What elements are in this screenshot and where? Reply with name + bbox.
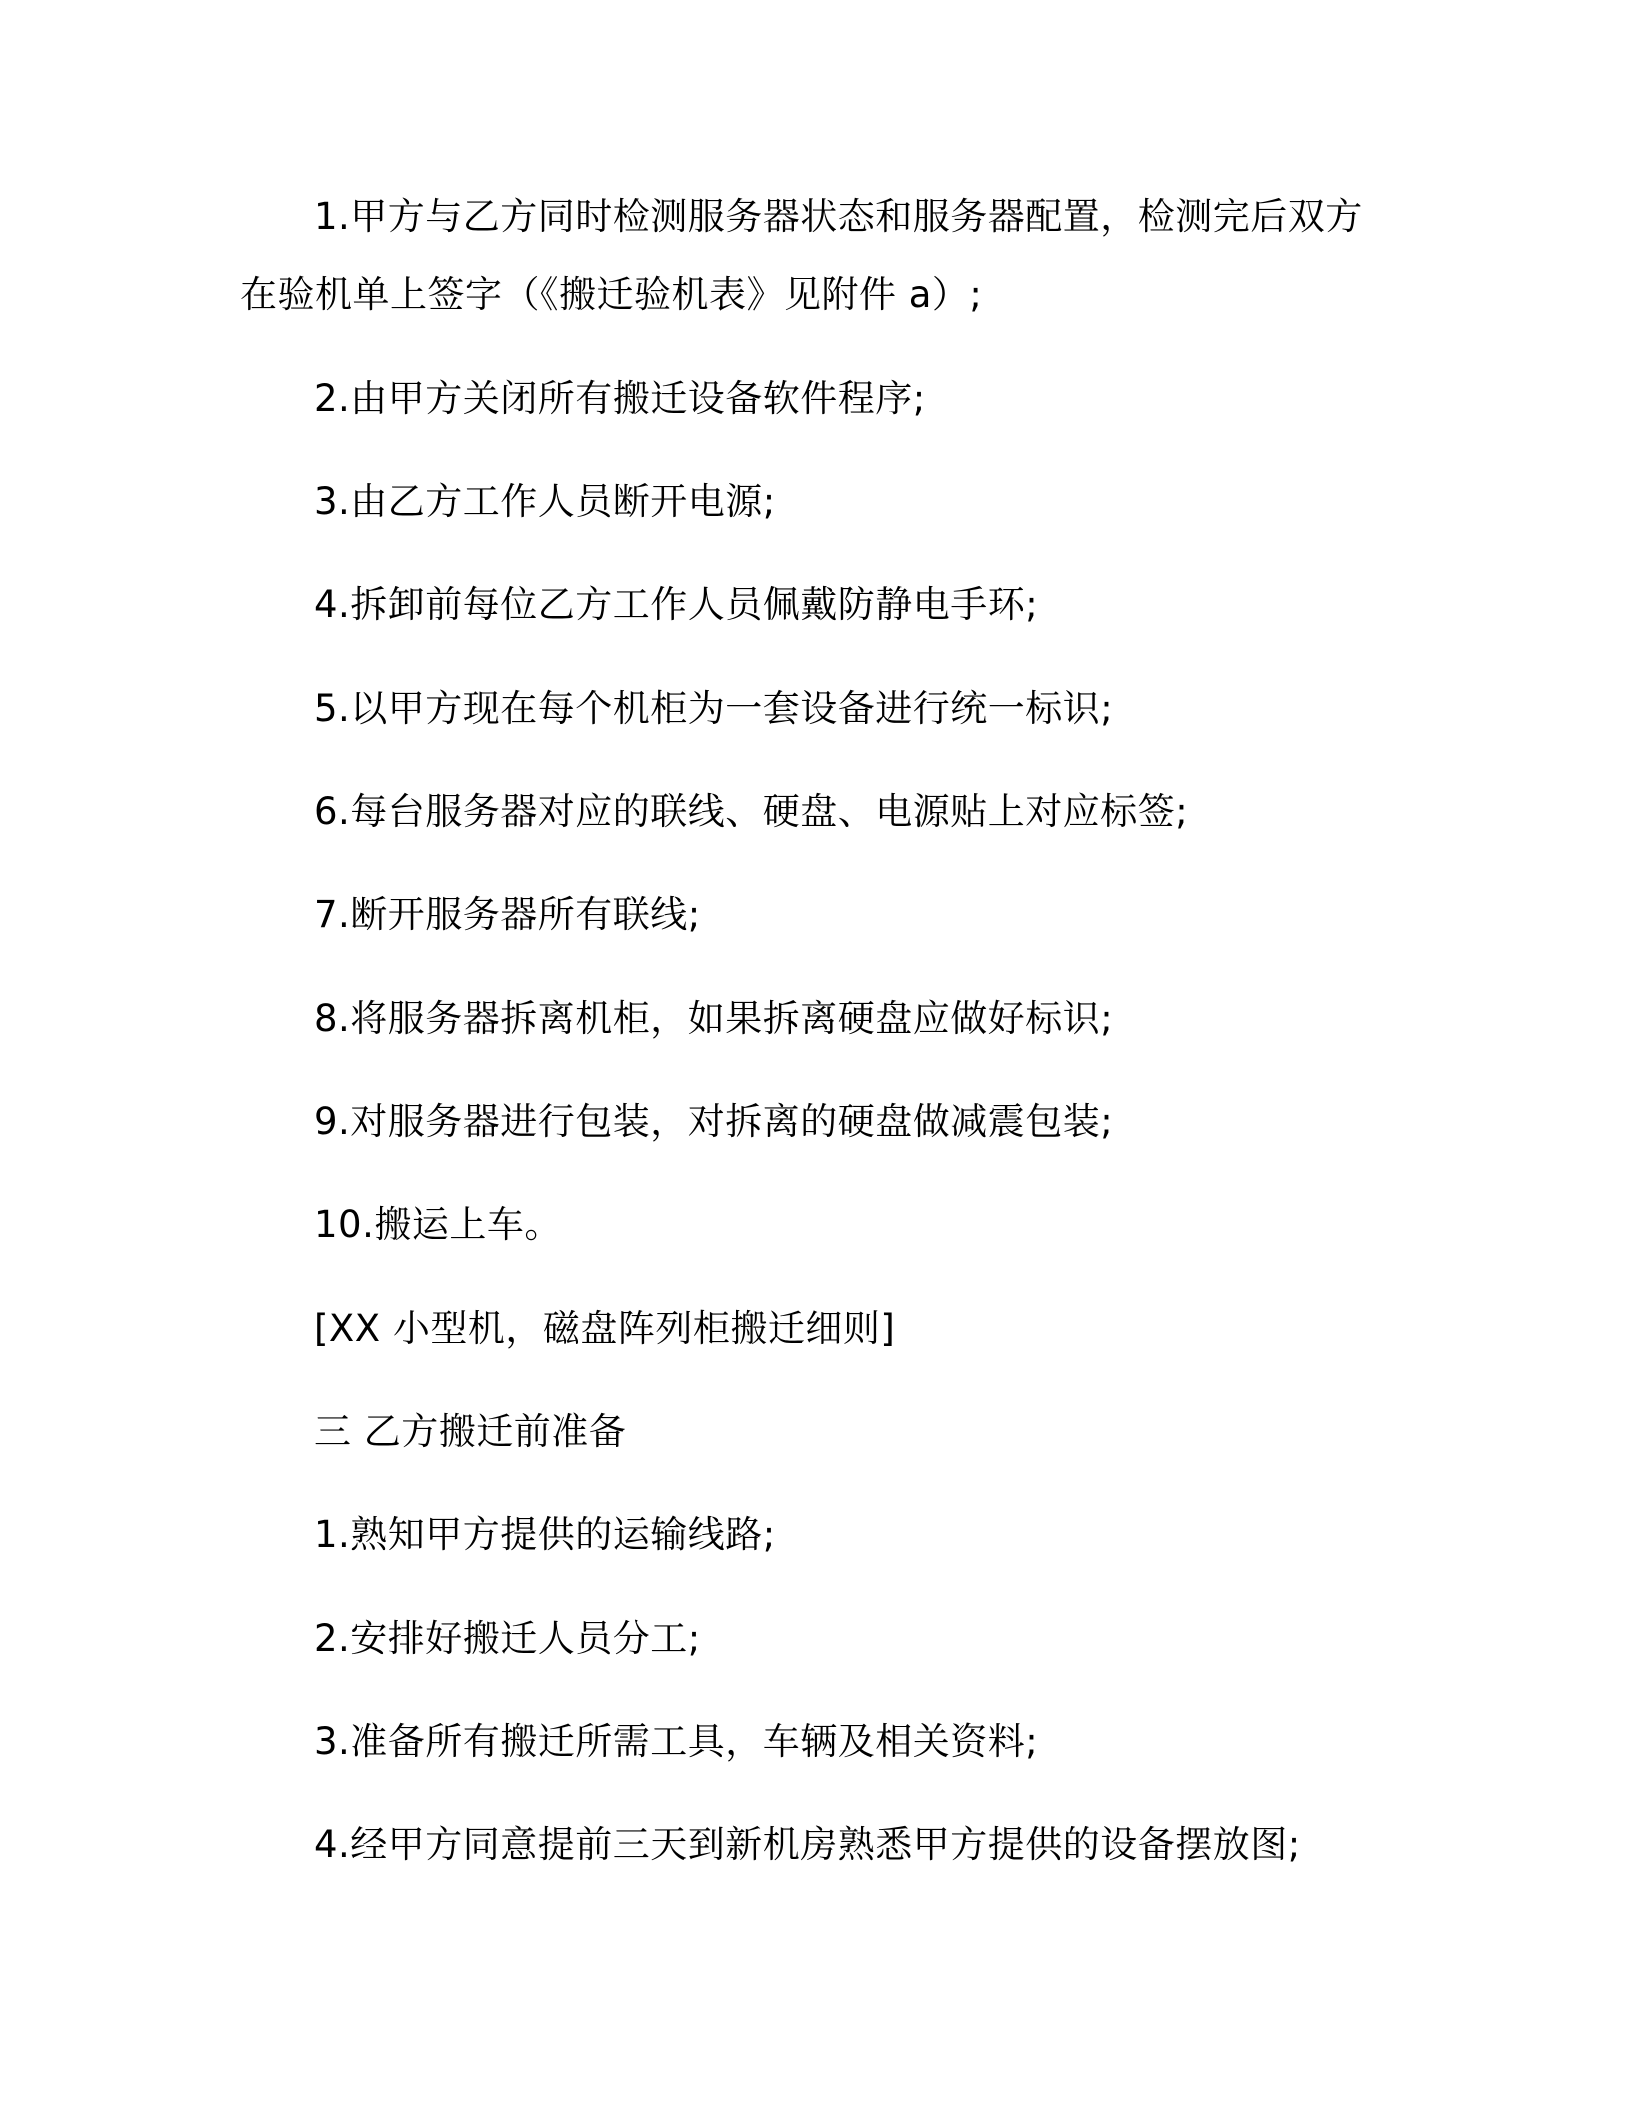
step-3: 3.由乙方工作人员断开电源; [314,480,776,523]
prep-step-1: 1.熟知甲方提供的运输线路; [314,1513,776,1556]
step-4: 4.拆卸前每位乙方工作人员佩戴防静电手环; [314,583,1039,626]
step-9: 9.对服务器进行包装，对拆离的硬盘做减震包装; [314,1100,1114,1143]
step-7: 7.断开服务器所有联线; [314,893,701,936]
step-10: 10.搬运上车。 [314,1203,562,1246]
step-1-line-1: 1.甲方与乙方同时检测服务器状态和服务器配置，检测完后双方 [314,195,1363,238]
step-1-line-2: 在验机单上签字（《搬迁验机表》见附件 a）; [240,273,983,316]
step-8: 8.将服务器拆离机柜，如果拆离硬盘应做好标识; [314,997,1114,1040]
section-heading: 三 乙方搬迁前准备 [314,1410,627,1453]
prep-step-2: 2.安排好搬迁人员分工; [314,1617,701,1660]
prep-step-3: 3.准备所有搬迁所需工具，车辆及相关资料; [314,1720,1039,1763]
step-2: 2.由甲方关闭所有搬迁设备软件程序; [314,377,926,420]
section-note: [XX 小型机，磁盘阵列柜搬迁细则] [314,1307,896,1350]
prep-step-4: 4.经甲方同意提前三天到新机房熟悉甲方提供的设备摆放图; [314,1823,1301,1866]
step-5: 5.以甲方现在每个机柜为一套设备进行统一标识; [314,687,1114,730]
step-6: 6.每台服务器对应的联线、硬盘、电源贴上对应标签; [314,790,1189,833]
